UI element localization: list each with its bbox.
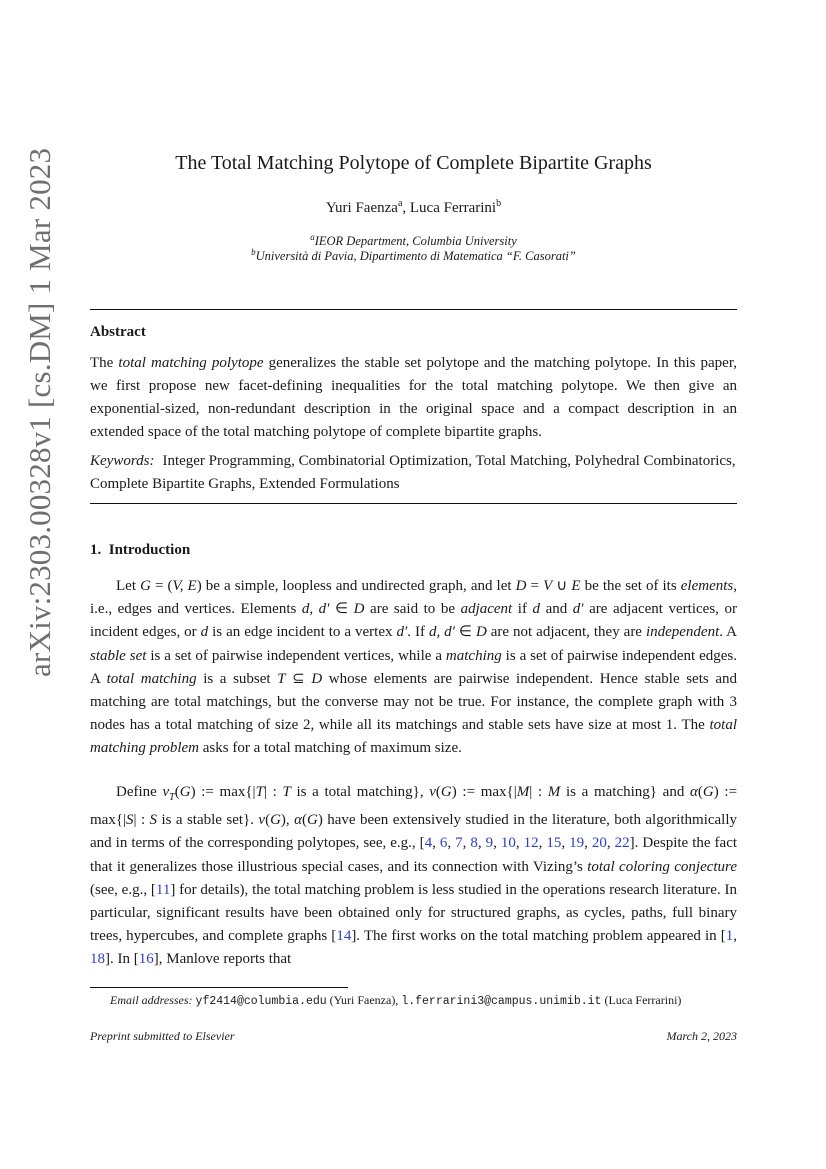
- text-run: = (: [150, 578, 173, 594]
- email-link[interactable]: l.ferrarini3@campus.unimib.it: [401, 995, 602, 1008]
- abstract-bottom-rule: [90, 503, 737, 504]
- math-term: total coloring conjecture: [587, 858, 737, 875]
- text-run: ) have been extensively studied in the literature, both algorithmically and in terms of the corresponding polytopes, see, e.g., [: [90, 812, 738, 852]
- email-link[interactable]: yf2414@columbia.edu: [195, 995, 327, 1008]
- citation-link[interactable]: 20: [591, 835, 607, 852]
- math-term: adjacent: [460, 601, 513, 618]
- arxiv-id[interactable]: arXiv:2303.00328v1 [cs.DM] 1 Mar 2023: [22, 147, 57, 677]
- text-run: ∈: [454, 624, 476, 641]
- text-run: (: [174, 784, 180, 800]
- math-term: D: [515, 578, 527, 594]
- math-term: G: [440, 784, 452, 800]
- citation-link[interactable]: 1: [725, 928, 734, 945]
- math-term: d′: [396, 624, 408, 641]
- math-term: α: [294, 812, 302, 829]
- citation-link[interactable]: 9: [485, 835, 494, 852]
- text-run: ⊆: [285, 670, 312, 687]
- author-list: [90, 198, 737, 217]
- text-run: ]. The first works on the total matching problem appeared in [: [351, 928, 726, 945]
- math-term: T: [277, 670, 286, 687]
- citation-link[interactable]: 14: [336, 928, 352, 945]
- footnote-name: (Yuri Faenza),: [329, 993, 399, 1007]
- abstract-heading: Abstract: [90, 324, 146, 340]
- text-run: ,: [733, 928, 737, 945]
- text-run: Define: [116, 784, 163, 800]
- math-term: d: [200, 624, 209, 641]
- text-run: is a set of pairwise independent vertices, while a: [146, 647, 446, 664]
- math-term: S: [126, 812, 134, 829]
- math-term: G: [306, 812, 318, 829]
- math-term: G: [270, 812, 281, 829]
- math-term: stable set: [90, 647, 147, 664]
- citation-link[interactable]: 8: [470, 835, 478, 852]
- abstract-run: The: [90, 355, 119, 371]
- math-term: total matching problem: [90, 717, 737, 757]
- text-run: if: [512, 601, 533, 618]
- text-run: ,: [477, 835, 486, 852]
- math-term: ν: [429, 784, 436, 800]
- text-run: ),: [280, 812, 295, 829]
- text-run: . If: [407, 624, 429, 641]
- footnote-name: (Luca Ferrarini): [604, 993, 682, 1007]
- math-term: M: [547, 784, 561, 800]
- math-term: ν: [258, 812, 266, 829]
- text-run: ,: [432, 835, 440, 852]
- preprint-date: March 2, 2023: [666, 1029, 737, 1043]
- math-term: total matching: [106, 670, 197, 687]
- text-run: ,: [538, 835, 547, 852]
- math-term: α: [690, 784, 698, 800]
- text-run: ,: [462, 835, 471, 852]
- text-run: ∪: [552, 578, 572, 594]
- affiliation-text: Università di Pavia, Dipartimento di Matematica “F. Casorati”: [255, 249, 576, 264]
- text-run: is a matching} and: [560, 784, 691, 800]
- intro-paragraph-1: [90, 575, 737, 761]
- text-run: whose elements are pairwise independent. Hence stable sets and matching are total matchings, but the converse may not be true. For instance, the complete graph with 3 nodes has a total matching of size 2, while all its matchings and stable sets have size at most 1. The: [90, 670, 737, 734]
- math-term: G: [702, 784, 714, 800]
- keywords: [90, 450, 737, 496]
- text-run: ,: [447, 835, 456, 852]
- text-run: ,: [515, 835, 524, 852]
- text-run: ,: [584, 835, 592, 852]
- abstract-top-rule: [90, 309, 737, 310]
- abstract-emph: total matching polytope: [118, 355, 264, 371]
- text-run: asks for a total matching of maximum size.: [199, 740, 462, 757]
- text-run: Let: [116, 578, 141, 594]
- paper-title: The Total Matching Polytope of Complete Bipartite Graphs: [175, 152, 652, 174]
- math-term: T: [255, 784, 264, 800]
- preprint-note: Preprint submitted to Elsevier: [90, 1029, 235, 1043]
- author-separator: ,: [402, 200, 410, 216]
- math-term: d: [532, 601, 541, 618]
- keywords-label: Keywords:: [90, 453, 155, 469]
- text-run: is a total matching},: [290, 784, 430, 800]
- math-term: ν: [162, 784, 170, 800]
- text-run: =: [526, 578, 544, 594]
- text-run: , i.e., edges and vertices. Elements: [90, 578, 737, 618]
- text-run: ) := max{|: [190, 784, 256, 800]
- text-run: ,: [606, 835, 615, 852]
- section-number: 1.: [90, 542, 102, 558]
- text-run: | :: [529, 784, 548, 800]
- text-run: is a set of pairwise independent edges. A: [90, 647, 737, 687]
- citation-link[interactable]: 15: [546, 835, 562, 852]
- math-term: V, E: [172, 578, 197, 594]
- text-run: | :: [263, 784, 283, 800]
- text-run: ]. Despite the fact that it generalizes those illustrious special cases, and its connection with Vizing’s: [90, 835, 738, 875]
- text-run: ∈: [329, 601, 354, 618]
- citation-link[interactable]: 4: [424, 835, 433, 852]
- intro-paragraph-2: [90, 781, 737, 972]
- citation-link[interactable]: 22: [614, 835, 630, 852]
- math-term: G: [179, 784, 191, 800]
- math-term: independent: [645, 624, 720, 641]
- section-heading: [90, 542, 190, 559]
- text-run: ], Manlove reports that: [153, 951, 292, 968]
- author-affil-mark: a: [397, 198, 403, 209]
- text-run: are said to be: [364, 601, 461, 618]
- text-run: ] for details), the total matching problem is less studied in the operations research literature. In particular, significant results have been obtained only for structured graphs, as cycles, paths, full binary trees, hypercubes, and complete graphs [: [90, 881, 737, 945]
- footnote: [110, 993, 750, 1008]
- text-run: is an edge incident to a vertex: [208, 624, 397, 641]
- affiliation-mark: a: [310, 232, 315, 242]
- citation-link[interactable]: 19: [569, 835, 585, 852]
- text-run: (see, e.g., [: [90, 881, 156, 898]
- affiliation-text: IEOR Department, Columbia University: [314, 234, 517, 249]
- text-run: ) be a simple, loopless and undirected graph, and let: [196, 578, 516, 594]
- text-run: are adjacent vertices, or incident edges, or: [90, 601, 737, 641]
- citation-link[interactable]: 16: [138, 951, 154, 968]
- footnote-label: Email addresses:: [110, 993, 193, 1007]
- text-run: be the set of its: [580, 578, 681, 594]
- text-run: (: [265, 812, 271, 829]
- section-title: Introduction: [108, 542, 191, 558]
- text-run: (: [697, 784, 703, 800]
- author-name: Luca Ferrarini: [409, 200, 497, 216]
- abstract-run: generalizes the stable set polytope and the matching polytope. In this paper, we first propose new facet-defining inequalities for the total matching polytope. We then give an exponential-sized, non-redundant description in the original space and a compact description in an extended space of the total matching polytope of complete bipartite graphs.: [90, 355, 737, 440]
- affiliation-mark: b: [251, 247, 256, 257]
- author-affil-mark: b: [496, 198, 502, 209]
- math-term: G: [140, 578, 151, 594]
- text-run: is a subset: [196, 670, 278, 687]
- text-run: ) := max{|: [90, 784, 738, 829]
- math-term: S: [149, 812, 158, 829]
- keywords-text: Integer Programming, Combinatorial Optimization, Total Matching, Polyhedral Combinatorics, Complete Bipartite Graphs, Extended Formulations: [90, 453, 736, 492]
- author-name: Yuri Faenza: [325, 200, 398, 216]
- citation-link[interactable]: 11: [155, 881, 171, 898]
- citation-link[interactable]: 6: [439, 835, 448, 852]
- text-run: are not adjacent, they are: [486, 624, 646, 641]
- math-term: d, d′: [428, 624, 455, 641]
- text-run: ,: [493, 835, 501, 852]
- math-term: M: [516, 784, 530, 800]
- text-run: (: [301, 812, 307, 829]
- math-term: V: [543, 578, 553, 594]
- math-term: T: [282, 784, 291, 800]
- math-term: d′: [572, 601, 584, 618]
- text-run: ) := max{|: [451, 784, 517, 800]
- text-run: (: [435, 784, 441, 800]
- text-run: ]. In [: [105, 951, 139, 968]
- citation-link[interactable]: 7: [455, 835, 463, 852]
- math-term: d, d′: [301, 601, 330, 618]
- text-run: ,: [561, 835, 570, 852]
- citation-link[interactable]: 18: [90, 951, 105, 968]
- text-run: is a stable set}.: [157, 812, 259, 829]
- math-term: E: [571, 578, 581, 594]
- math-subscript: T: [169, 792, 175, 803]
- footnote-rule: [90, 987, 348, 988]
- math-term: D: [475, 624, 487, 641]
- citation-link[interactable]: 10: [500, 835, 516, 852]
- math-term: elements: [680, 578, 734, 594]
- math-term: matching: [445, 647, 502, 664]
- text-run: and: [540, 601, 573, 618]
- text-run: . A: [719, 624, 737, 641]
- affiliation-b: [90, 247, 737, 264]
- math-term: D: [353, 601, 365, 618]
- math-term: D: [311, 670, 323, 687]
- text-run: | :: [133, 812, 150, 829]
- citation-link[interactable]: 12: [523, 835, 539, 852]
- abstract-body: [90, 352, 737, 444]
